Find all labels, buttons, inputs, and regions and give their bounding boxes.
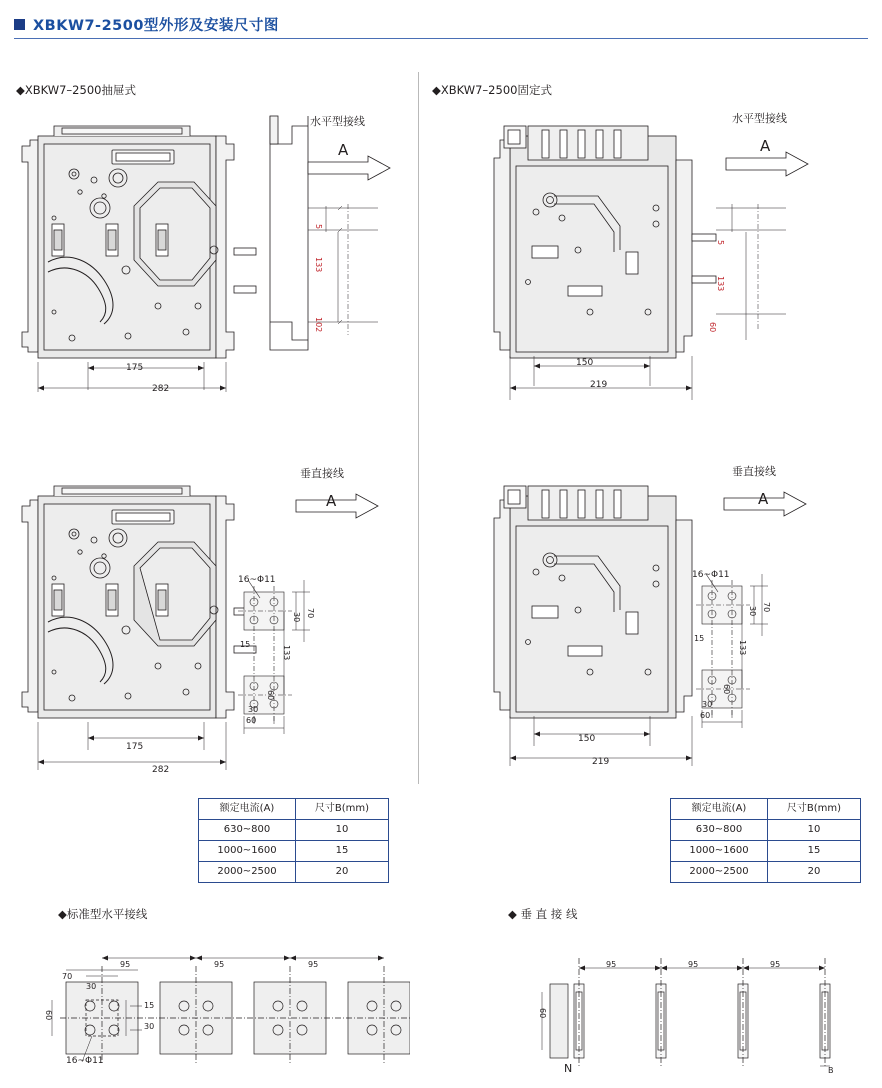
table-row (199, 862, 389, 883)
drawing-fixed-vertical (470, 460, 870, 780)
table-header-row (199, 799, 389, 820)
dim-30-terminal: 30 (86, 982, 97, 991)
dim-150-rt: 150 (576, 358, 594, 368)
drawing-fixed-horizontal (470, 100, 870, 400)
dim-15-lb: 15 (240, 640, 251, 649)
hole-note-rb: 16~Φ11 (692, 570, 730, 580)
dim-15-terminal: 15 (144, 1001, 155, 1010)
pitch-95-b1: 95 (606, 960, 617, 969)
pitch-95-a3: 95 (308, 960, 319, 969)
dim-282-lt: 282 (152, 384, 170, 394)
dim-60-lb: 60 (266, 690, 275, 701)
dim-133-rb: 133 (738, 640, 747, 656)
vertical-wiring-label-rb: 垂直接线 (732, 465, 776, 478)
section-label-standard-horizontal: ◆标准型水平接线 (58, 907, 148, 921)
dim-102-lt: 102 (314, 317, 323, 333)
page-header (14, 14, 279, 35)
pitch-95-b3: 95 (770, 960, 781, 969)
table-header-dimb: 尺寸B(mm) (768, 799, 861, 820)
dim-15-rb: 15 (694, 634, 705, 643)
dim-133-lt: 133 (314, 257, 323, 273)
spec-table-left (198, 798, 389, 883)
dim-30b-rb: 30 (702, 700, 713, 709)
table-row (199, 841, 389, 862)
dim-5-lt: 5 (314, 224, 323, 230)
dim-30-lb: 30 (292, 612, 301, 623)
dim-30b-lb: 30 (248, 705, 259, 714)
column-divider (418, 72, 419, 784)
dim-133-rt: 133 (716, 276, 725, 292)
phase-n-label: N (564, 1062, 573, 1075)
cell-current: 630~800 (671, 820, 768, 841)
dim-150-rb: 150 (578, 734, 596, 744)
dim-70-rb: 70 (762, 602, 771, 613)
horizontal-wiring-label-rt: 水平型接线 (732, 112, 787, 125)
table-header-current: 额定电流(A) (199, 799, 296, 820)
cell-dimb: 20 (768, 862, 861, 883)
table-row (671, 862, 861, 883)
header-square-icon (14, 19, 25, 30)
vertical-wiring-label-lb: 垂直接线 (300, 467, 344, 480)
section-label-vertical: ◆ 垂 直 接 线 (508, 907, 578, 921)
dim-60-terminal: 60 (44, 1010, 53, 1021)
horizontal-wiring-label-lt: 水平型接线 (310, 115, 365, 128)
table-row (199, 820, 389, 841)
section-label-drawer: ◆XBKW7–2500抽屉式 (16, 83, 136, 97)
dim-60-terminal-right: 60 (538, 1008, 547, 1019)
pitch-95-b2: 95 (688, 960, 699, 969)
table-row (671, 820, 861, 841)
spec-table-right (670, 798, 861, 883)
dim-5-rt: 5 (716, 240, 725, 246)
cell-dimb: 10 (296, 820, 389, 841)
table-header-row (671, 799, 861, 820)
page-title: XBKW7-2500型外形及安装尺寸图 (33, 18, 279, 34)
dim-b-terminal-right: B (828, 1066, 834, 1075)
pitch-95-a2: 95 (214, 960, 225, 969)
hole-note-lb: 16~Φ11 (238, 575, 276, 585)
table-row (671, 841, 861, 862)
dim-133-lb: 133 (282, 645, 291, 661)
dim-219-rt: 219 (590, 380, 608, 390)
cell-current: 2000~2500 (671, 862, 768, 883)
cell-dimb: 10 (768, 820, 861, 841)
cell-dimb: 15 (296, 841, 389, 862)
drawing-drawer-vertical (8, 460, 418, 780)
pitch-95-a1: 95 (120, 960, 131, 969)
drawing-drawer-horizontal (8, 100, 418, 400)
dim-70-terminal: 70 (62, 972, 73, 981)
dim-60-rt: 60 (708, 322, 717, 333)
arrow-letter-rb: A (758, 490, 769, 508)
arrow-letter-lt: A (338, 141, 349, 159)
table-header-current: 额定电流(A) (671, 799, 768, 820)
dim-60b-lb: 60 (246, 716, 257, 725)
cell-current: 1000~1600 (671, 841, 768, 862)
dim-70-lb: 70 (306, 608, 315, 619)
dim-175-lb: 175 (126, 742, 144, 752)
arrow-letter-rt: A (760, 137, 771, 155)
dim-30b-terminal: 30 (144, 1022, 155, 1031)
dim-219-rb: 219 (592, 757, 610, 767)
dim-60b-rb: 60 (700, 711, 711, 720)
dim-282-lb: 282 (152, 765, 170, 775)
hole-note-terminal: 16~Φ11 (66, 1056, 104, 1066)
dim-60-rb: 60 (722, 684, 731, 695)
dim-30-rb: 30 (748, 606, 757, 617)
cell-dimb: 20 (296, 862, 389, 883)
cell-current: 630~800 (199, 820, 296, 841)
cell-current: 2000~2500 (199, 862, 296, 883)
arrow-letter-lb: A (326, 492, 337, 510)
cell-dimb: 15 (768, 841, 861, 862)
header-divider (14, 38, 868, 39)
dim-175-lt: 175 (126, 363, 144, 373)
cell-current: 1000~1600 (199, 841, 296, 862)
table-header-dimb: 尺寸B(mm) (296, 799, 389, 820)
section-label-fixed: ◆XBKW7–2500固定式 (432, 83, 552, 97)
